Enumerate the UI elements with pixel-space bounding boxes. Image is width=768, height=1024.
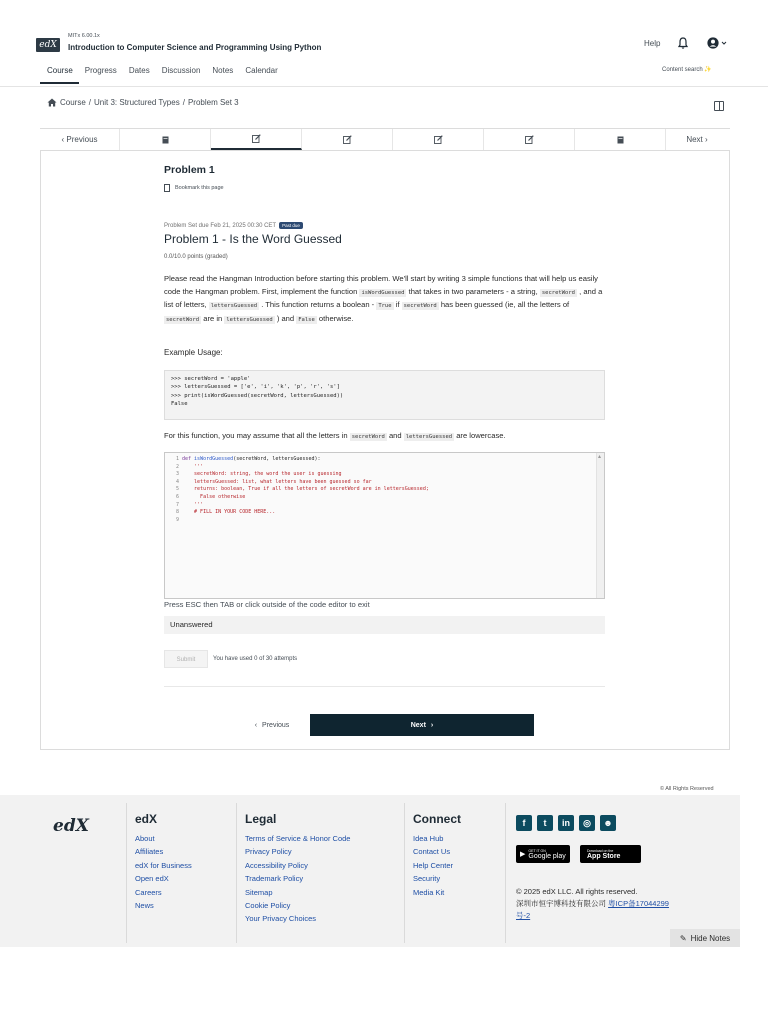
- header-divider: [0, 86, 768, 87]
- inline-code: secretWord: [166, 316, 200, 323]
- problem-description: Please read the Hangman Introduction before starting this problem. We'll start by writing 3 simple functions that will help us easily code the Hangman problem. First, implement the function isWordGuessed that takes in two parameters - a string, secretWord , and a list of letters, lettersGuessed . This function returns a boolean - True if secretWord has been guessed (ie, all the letters of secretWord are in lettersGuessed ) and False otherwise.: [164, 274, 603, 323]
- breadcrumb: [47, 98, 239, 107]
- footer-col-edx: [135, 812, 192, 912]
- footer-divider: [505, 803, 506, 943]
- sequence-next-button[interactable]: [666, 129, 728, 150]
- copyright-text: © 2025 edX LLC. All rights reserved.: [516, 887, 638, 896]
- chevron-left-icon: ‹: [61, 135, 65, 144]
- breadcrumb-unit[interactable]: Unit 3: Structured Types: [94, 98, 180, 107]
- past-due-badge: Past due: [279, 222, 303, 229]
- code-line: 1 def isWordGuessed(secretWord, lettersGuessed):: [175, 456, 321, 462]
- assumption-text: For this function, you may assume that all the letters in secretWord and lettersGuessed are lowercase.: [164, 431, 506, 440]
- chevron-right-icon: ›: [705, 135, 708, 144]
- course-code: MITx 6.00.1x: [68, 33, 100, 39]
- instagram-icon[interactable]: ◎: [579, 815, 595, 831]
- chevron-down-icon: [721, 40, 727, 46]
- next-label: Next: [410, 721, 426, 729]
- tab-discussion[interactable]: Discussion: [161, 66, 201, 75]
- google-play-button[interactable]: ▶ GET IT ON Google play: [516, 845, 570, 863]
- tab-progress[interactable]: Progress: [84, 66, 117, 75]
- breadcrumb-section[interactable]: Problem Set 3: [187, 98, 239, 107]
- sidebar-toggle-icon[interactable]: [714, 101, 724, 111]
- code-line: 4 lettersGuessed: list, what letters have been guessed so far: [175, 478, 372, 485]
- footer-link-news[interactable]: News: [135, 901, 154, 911]
- footer-col-connect: [413, 812, 461, 899]
- footer-link-privacy-choices[interactable]: Your Privacy Choices: [245, 914, 317, 924]
- twitter-icon[interactable]: t: [537, 815, 553, 831]
- code-editor[interactable]: [164, 452, 605, 599]
- inline-code: lettersGuessed: [226, 316, 273, 323]
- edx-logo[interactable]: [52, 815, 94, 837]
- google-play-icon: ▶: [520, 851, 526, 858]
- footer-connect-title: Connect: [413, 812, 461, 826]
- footer-copyright: [516, 886, 701, 922]
- tab-course[interactable]: Course: [40, 62, 79, 84]
- unit-heading: Problem 1: [164, 164, 215, 176]
- footer-link-careers[interactable]: Careers: [135, 887, 162, 897]
- inline-code: False: [298, 316, 315, 323]
- footer-link-help-center[interactable]: Help Center: [413, 860, 454, 870]
- code-line: 2 ''': [175, 463, 204, 470]
- next-button[interactable]: [310, 714, 534, 736]
- footer-legal-title: Legal: [245, 812, 277, 826]
- footer-link-accessibility[interactable]: Accessibility Policy: [245, 860, 308, 870]
- example-line: False: [171, 401, 188, 408]
- inline-code: True: [378, 303, 392, 310]
- example-label: Example Usage:: [164, 348, 223, 357]
- course-title: Introduction to Computer Science and Programming Using Python: [68, 43, 322, 52]
- edx-logo-small[interactable]: edX: [36, 38, 60, 52]
- previous-button[interactable]: [236, 714, 308, 736]
- account-menu[interactable]: [707, 36, 729, 50]
- sequence-next-label: Next: [686, 135, 703, 144]
- edit-icon: [525, 135, 534, 144]
- home-icon: [47, 98, 57, 107]
- sequence-previous-button[interactable]: [40, 129, 120, 150]
- sequence-unit-2[interactable]: [211, 129, 302, 150]
- bookmark-icon: [164, 184, 170, 192]
- inline-code: lettersGuessed: [405, 434, 453, 440]
- tab-calendar[interactable]: Calendar: [245, 66, 278, 75]
- example-code-block: [164, 370, 605, 420]
- code-line: 9: [175, 516, 179, 523]
- footer-link-terms[interactable]: Terms of Service & Honor Code: [245, 834, 351, 843]
- user-avatar-icon: [707, 37, 719, 49]
- icp-company: 深圳市恒宇博科技有限公司: [516, 899, 609, 908]
- example-line: >>> print(isWordGuessed(secretWord, lettersGuessed)): [171, 392, 344, 399]
- social-links: [516, 815, 616, 831]
- app-store-button[interactable]: Download on the App Store: [580, 845, 641, 863]
- pencil-icon: ✎: [679, 933, 687, 943]
- content-search-label: Content search: [662, 67, 703, 73]
- code-line: 5 returns: boolean, True if all the letters of secretWord are in lettersGuessed;: [175, 486, 429, 493]
- svg-text:edX: edX: [53, 816, 89, 836]
- submit-button[interactable]: Submit: [164, 650, 208, 668]
- footer-link-sitemap[interactable]: Sitemap: [245, 887, 273, 897]
- example-line: >>> lettersGuessed = ['e', 'i', 'k', 'p', 'r', 's']: [171, 384, 340, 391]
- code-line: 3 secretWord: string, the word the user is guessing: [175, 471, 342, 478]
- site-footer: [0, 795, 740, 947]
- answer-status: Unanswered: [164, 616, 605, 634]
- sequence-navigation: [40, 128, 730, 151]
- inline-code: lettersGuessed: [210, 303, 258, 310]
- chevron-left-icon: ‹: [254, 721, 258, 729]
- unit-content-card: [40, 151, 730, 750]
- inline-code: secretWord: [541, 289, 575, 296]
- icp-link-suffix[interactable]: 号-2: [516, 911, 531, 920]
- footer-link-trademark[interactable]: Trademark Policy: [245, 874, 304, 884]
- book-icon: [617, 136, 624, 144]
- tab-notes[interactable]: Notes: [212, 66, 234, 75]
- sequence-unit-3[interactable]: [302, 129, 393, 150]
- footer-link-security[interactable]: Security: [413, 874, 441, 884]
- edit-icon: [343, 135, 352, 144]
- inline-code: secretWord: [403, 303, 437, 310]
- facebook-icon[interactable]: f: [516, 815, 532, 831]
- editor-hint: Press ESC then TAB or click outside of the code editor to exit: [164, 600, 370, 609]
- footer-link-privacy[interactable]: Privacy Policy: [245, 847, 292, 857]
- editor-scrollbar[interactable]: [596, 453, 604, 598]
- footer-col-legal: [245, 812, 350, 926]
- code-line: 6 False otherwise: [175, 494, 246, 500]
- bookmark-label: Bookmark this page: [175, 185, 224, 191]
- hide-notes-button[interactable]: [670, 929, 740, 947]
- content-search-button[interactable]: [662, 66, 712, 73]
- chevron-right-icon: ›: [430, 721, 434, 729]
- footer-divider: [404, 803, 405, 943]
- due-date: [164, 222, 303, 229]
- edit-icon: [434, 135, 443, 144]
- breadcrumb-separator: /: [182, 98, 185, 107]
- footer-link-media-kit[interactable]: Media Kit: [413, 887, 445, 897]
- problem-points: 0.0/10.0 points (graded): [164, 254, 228, 260]
- breadcrumb-separator: /: [88, 98, 92, 107]
- reddit-icon[interactable]: ☻: [600, 815, 616, 831]
- hide-notes-label: Hide Notes: [690, 933, 731, 943]
- sequence-unit-1[interactable]: [120, 129, 211, 150]
- sequence-unit-6[interactable]: [575, 129, 666, 150]
- attempts-text: You have used 0 of 30 attempts: [213, 656, 298, 662]
- book-icon: [162, 136, 169, 144]
- bookmark-button[interactable]: [164, 184, 224, 192]
- edit-icon: [252, 134, 261, 143]
- footer-divider: [126, 803, 127, 943]
- sequence-unit-4[interactable]: [393, 129, 484, 150]
- footer-link-cookie[interactable]: Cookie Policy: [245, 901, 291, 911]
- breadcrumb-course[interactable]: Course: [60, 98, 86, 107]
- due-text: Problem Set due Feb 21, 2025 00:30 CET: [164, 222, 277, 229]
- sequence-previous-label: Previous: [66, 135, 98, 144]
- footer-link-business[interactable]: edX for Business: [135, 860, 192, 870]
- code-line: 7 ''': [175, 501, 204, 508]
- tab-dates[interactable]: Dates: [128, 66, 150, 75]
- footer-divider: [236, 803, 237, 943]
- inline-code: isWordGuessed: [361, 289, 405, 296]
- course-tabs: [40, 62, 730, 86]
- inline-code: secretWord: [351, 434, 385, 440]
- code-line: 8 # FILL IN YOUR CODE HERE...: [175, 509, 276, 516]
- footer-link-affiliates[interactable]: Affiliates: [135, 847, 164, 857]
- example-line: >>> secretWord = 'apple': [171, 376, 251, 382]
- problem-title: Problem 1 - Is the Word Guessed: [164, 232, 342, 246]
- footer-link-contact[interactable]: Contact Us: [413, 847, 451, 857]
- sequence-unit-5[interactable]: [484, 129, 575, 150]
- linkedin-icon[interactable]: in: [558, 815, 574, 831]
- icp-link[interactable]: 粤ICP备17044299: [608, 899, 669, 908]
- copyright-notice: © All Rights Reserved: [660, 786, 714, 792]
- footer-edx-title: edX: [135, 812, 158, 826]
- footer-link-idea-hub[interactable]: Idea Hub: [413, 834, 444, 843]
- footer-link-about[interactable]: About: [135, 834, 155, 843]
- bell-icon[interactable]: [677, 36, 689, 50]
- footer-link-open-edx[interactable]: Open edX: [135, 874, 169, 884]
- ai-search-icon: ✨: [704, 67, 712, 73]
- previous-label: Previous: [262, 721, 290, 729]
- help-link[interactable]: Help: [644, 39, 661, 48]
- content-divider: [164, 686, 605, 687]
